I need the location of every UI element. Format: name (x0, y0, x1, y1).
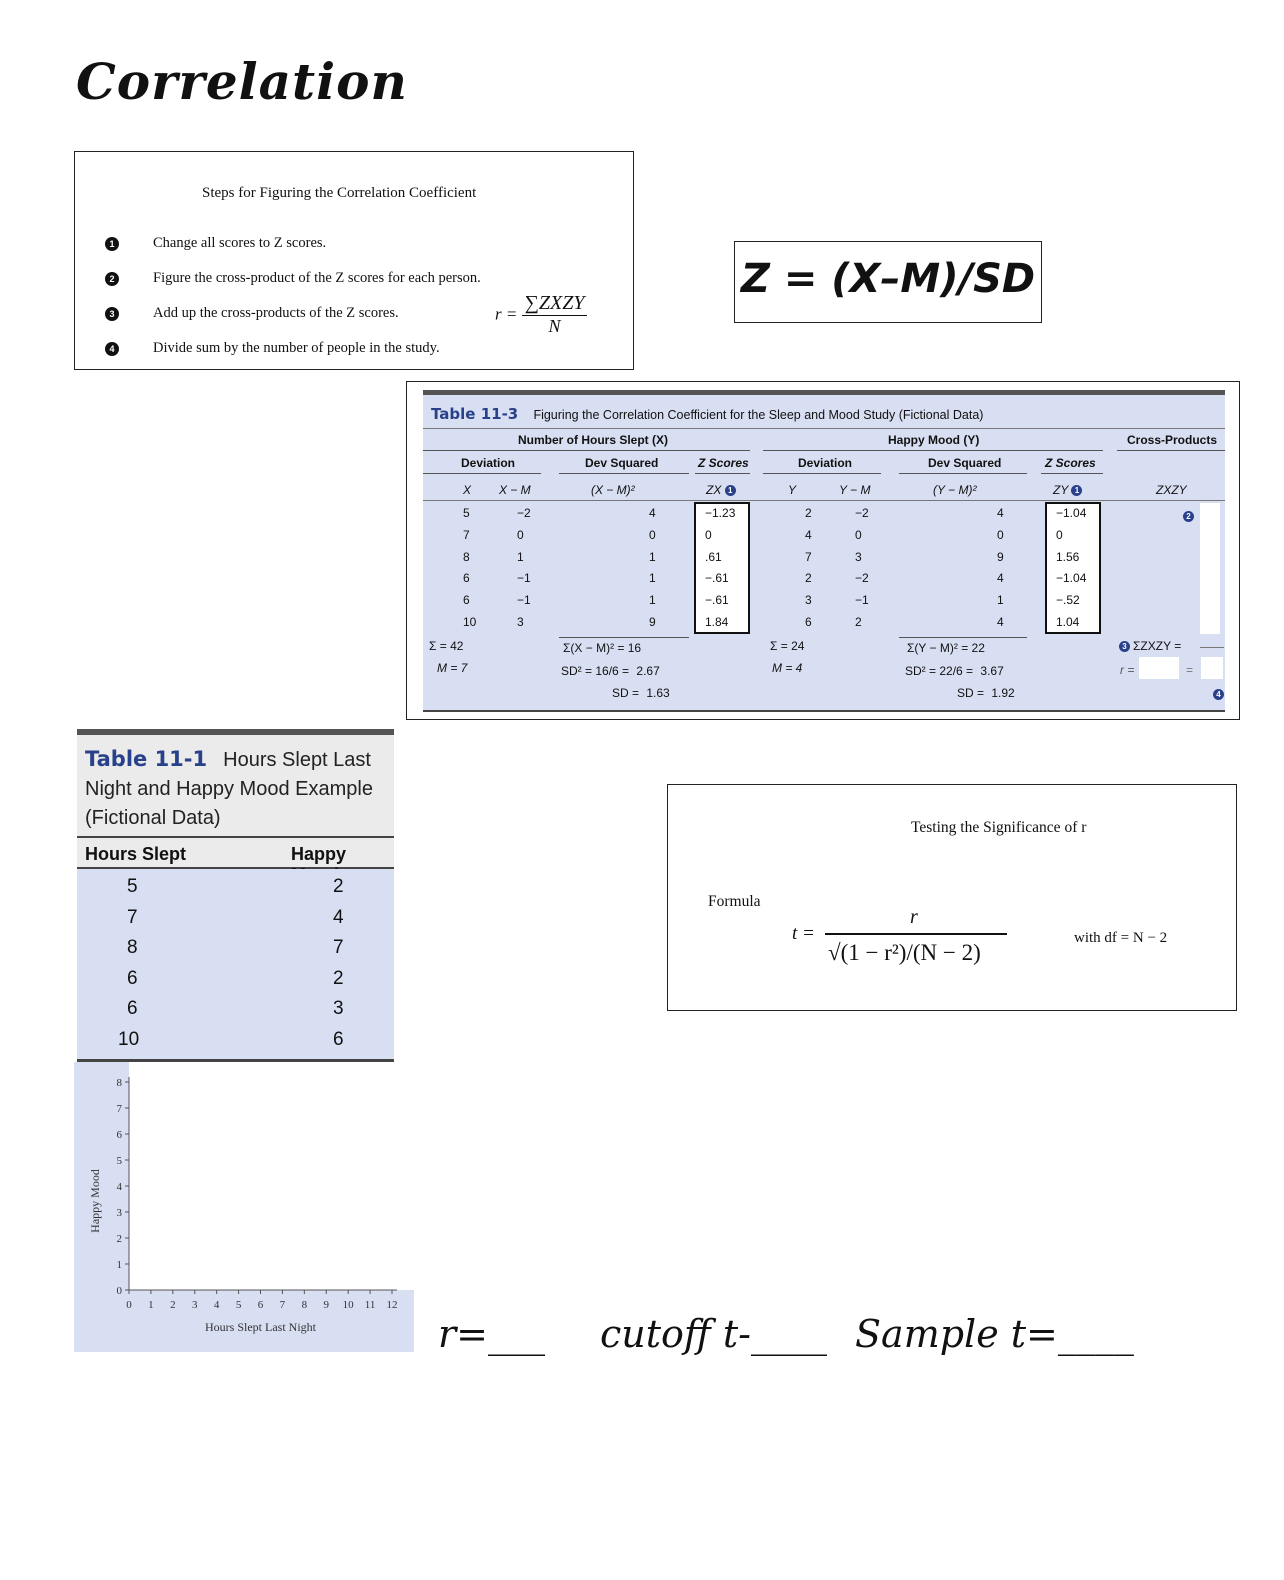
cell-y: 3 (805, 593, 812, 608)
mood-cell: 6 (333, 1029, 344, 1050)
x-tick-label: 11 (364, 1299, 376, 1311)
cell-x-minus-m-squared: 9 (649, 615, 656, 629)
x-tick-label: 9 (323, 1299, 329, 1311)
sd-y: SD = 1.92 (957, 686, 1015, 700)
cell-x-minus-m-squared: 4 (649, 506, 656, 520)
sum-y-dev-squared: Σ(Y − M)² = 22 (907, 641, 985, 655)
y-tick-label: 4 (116, 1181, 122, 1193)
cell-x-minus-m: 1 (517, 549, 524, 564)
step-number-3: 3 (105, 307, 119, 321)
cell-x-minus-m-squared: 0 (649, 527, 656, 542)
table-11-1-label: Table 11-1 (85, 747, 208, 771)
cell-x: 5 (463, 506, 470, 520)
x-deviation-header: Deviation (461, 456, 516, 470)
col-x-minus-m: X − M (499, 483, 531, 497)
step-number-2: 2 (105, 272, 119, 286)
cell-zy: −.52 (1056, 593, 1080, 608)
answer-r[interactable]: r=___ (438, 1312, 546, 1356)
fraction-bar (825, 933, 1007, 935)
col-y: Y (788, 483, 797, 497)
y-deviation-header: Deviation (798, 456, 853, 470)
x-zscores-header: Z Scores (698, 456, 749, 470)
steps-heading: Steps for Figuring the Correlation Coefficient (202, 185, 477, 201)
step-text-2: Figure the cross-product of the Z scores for each person. (153, 270, 481, 286)
variance-x: SD² = 16/6 = 2.67 (561, 664, 660, 678)
col-zxzy: ZXZY (1156, 483, 1187, 497)
group-header-cross-products: Cross-Products (1127, 433, 1218, 447)
answer-sample-t[interactable]: Sample t=____ (855, 1312, 1134, 1356)
cell-zx: −1.23 (705, 506, 736, 520)
x-tick-label: 6 (257, 1299, 264, 1311)
group-header-y: Happy Mood (Y) (888, 433, 980, 447)
t-denominator: √(1 − r²)/(N − 2) (828, 940, 981, 965)
step-text-1: Change all scores to Z scores. (153, 235, 327, 251)
table-11-3-caption: Figuring the Correlation Coefficient for the Sleep and Mood Study (Fictional Data) (533, 408, 984, 422)
y-tick-label: 8 (116, 1077, 122, 1089)
sd-x: SD = 1.63 (612, 686, 670, 700)
cell-zx: 1.84 (705, 615, 729, 629)
x-tick-label: 5 (235, 1299, 242, 1311)
step-text-3: Add up the cross-products of the Z scores. (153, 305, 399, 321)
mood-cell: 2 (333, 967, 344, 989)
cell-y-minus-m-squared: 4 (997, 571, 1004, 586)
x-tick-label: 2 (170, 1299, 176, 1311)
x-tick-label: 4 (213, 1299, 220, 1311)
scatter-plot (74, 1062, 414, 1352)
hours-cell: 6 (127, 998, 138, 1020)
y-dev-squared-header: Dev Squared (928, 456, 1002, 470)
step-number-4: 4 (105, 342, 119, 356)
cell-x-minus-m: −2 (517, 506, 531, 520)
table-11-3: Table 11-3 Figuring the Correlation Coefficient for the Sleep and Mood Study (Fictional Data) Number of Hours Slept (X) Happy Mood (Y) Cross-Products Deviation Dev Squared Z Scores Deviation Dev Squared Z Scores X X − M (X − M)² ZX 1 Y Y − M (Y − M)² ZY 1 ZXZY 2 5 7 8 6 6 10 −2 0 1 −1 −1 3 4 0 1 1 1 9 −1.23 0 .61 −.61 −.61 1.84 2 4 7 2 3 6 −2 0 3 −2 −1 2 4 0 9 4 1 4 −1.04 0 1.56 −1.04 −.52 1.04 Σ = 42 M = 7 Σ(X − M)² = 16 SD² = 16/6 = 2.67 SD = 1.63 Σ = 24 M = 4 Σ(Y − M)² = 22 SD² = 22/6 = 3.67 SD = 1.92 3 ΣZXZY = r = = 4 (406, 381, 1240, 720)
step-2-marker: 2 (1183, 511, 1194, 522)
col-y-minus-m: Y − M (839, 483, 871, 497)
cell-y: 2 (805, 506, 812, 520)
y-tick-label: 3 (116, 1207, 122, 1219)
mood-cell: 7 (333, 937, 344, 959)
sum-x: Σ = 42 (429, 639, 464, 653)
step-number-1: 1 (105, 237, 119, 251)
mood-cell: 3 (333, 998, 344, 1020)
table-11-1-rows (77, 869, 394, 1062)
hours-cell: 10 (118, 1029, 140, 1050)
answer-cutoff-t[interactable]: cutoff t-____ (600, 1312, 828, 1356)
y-tick-label: 0 (116, 1285, 122, 1297)
cell-x-minus-m-squared: 1 (649, 571, 656, 586)
cell-zy: −1.04 (1056, 571, 1087, 586)
cell-y-minus-m: 0 (855, 527, 862, 542)
page-title: Correlation (76, 52, 408, 111)
cell-y-minus-m: −1 (855, 593, 869, 608)
cell-x-minus-m-squared: 1 (649, 593, 656, 608)
sum-y: Σ = 24 (770, 639, 805, 653)
y-tick-label: 7 (116, 1103, 122, 1115)
cell-zx: 0 (705, 527, 712, 542)
cell-y: 7 (805, 549, 812, 564)
mood-cell: 2 (333, 876, 344, 897)
hours-cell: 8 (127, 937, 138, 959)
t-lhs: t = (792, 923, 815, 944)
step-text-4: Divide sum by the number of people in the study. (153, 340, 440, 356)
y-tick-label: 2 (116, 1233, 122, 1245)
formula-denominator: N (548, 316, 561, 336)
cell-y-minus-m-squared: 0 (997, 527, 1004, 542)
cell-x-minus-m: −1 (517, 571, 531, 586)
cell-zy: −1.04 (1056, 506, 1087, 520)
cell-zx: .61 (705, 549, 722, 564)
hours-cell: 5 (127, 876, 138, 897)
z-score-formula-box (734, 241, 1042, 323)
col-hours-slept: Hours Slept (85, 844, 187, 864)
t-numerator: r (910, 906, 918, 928)
table-11-3-label: Table 11-3 (431, 405, 519, 423)
sum-x-dev-squared: Σ(X − M)² = 16 (563, 641, 642, 655)
cell-x-minus-m-squared: 1 (649, 549, 656, 564)
significance-title: Testing the Significance of r (911, 819, 1087, 836)
y-axis-label: Happy Mood (88, 1169, 102, 1233)
x-tick-label: 12 (386, 1299, 398, 1311)
hours-cell: 6 (127, 967, 138, 989)
variance-y: SD² = 22/6 = 3.67 (905, 664, 1004, 678)
x-tick-label: 1 (148, 1299, 154, 1311)
formula-label: Formula (708, 893, 761, 910)
group-header-x: Number of Hours Slept (X) (518, 433, 669, 447)
r-numerator-blank (1139, 657, 1179, 679)
steps-box (74, 151, 634, 370)
r-value-blank (1201, 657, 1223, 679)
step-1-marker: 1 (725, 485, 736, 496)
x-tick-label: 3 (192, 1299, 198, 1311)
cell-x: 6 (463, 593, 470, 608)
cell-y-minus-m: 2 (855, 615, 862, 629)
mean-x: M = 7 (437, 661, 468, 675)
step-1-marker-y: 1 (1071, 485, 1082, 496)
y-tick-label: 1 (116, 1259, 122, 1271)
hours-cell: 7 (127, 906, 138, 928)
plot-area (129, 1062, 414, 1290)
sum-cross-products: 3 ΣZXZY = (1119, 639, 1181, 653)
cell-x: 7 (463, 527, 470, 542)
formula-numerator: ∑ZXZY (522, 292, 588, 316)
cell-y: 4 (805, 527, 812, 542)
cell-zy: 1.56 (1056, 549, 1080, 564)
cell-zx: −.61 (705, 571, 729, 586)
col-y-minus-m-squared: (Y − M)² (933, 483, 977, 497)
cell-x: 8 (463, 549, 470, 564)
table-11-1 (77, 729, 394, 1062)
cell-x-minus-m: 0 (517, 527, 524, 542)
step-4-marker: 4 (1213, 689, 1224, 700)
cell-y-minus-m-squared: 9 (997, 549, 1004, 564)
x-tick-label: 10 (342, 1299, 354, 1311)
cell-y-minus-m: −2 (855, 571, 869, 586)
cell-x: 10 (463, 615, 477, 629)
cell-zy: 0 (1056, 527, 1063, 542)
col-zy: ZY 1 (1053, 483, 1082, 497)
cell-zy: 1.04 (1056, 615, 1080, 629)
y-zscores-header: Z Scores (1045, 456, 1096, 470)
cell-x-minus-m: 3 (517, 615, 524, 629)
cell-y-minus-m-squared: 4 (997, 615, 1004, 629)
z-score-formula: Z = (X–M)/SD (740, 256, 1036, 302)
cell-y-minus-m: 3 (855, 549, 862, 564)
df-note: with df = N − 2 (1074, 930, 1168, 946)
cell-y: 2 (805, 571, 812, 586)
col-zx: ZX 1 (706, 483, 736, 497)
cell-y-minus-m-squared: 1 (997, 593, 1004, 608)
y-tick-label: 6 (116, 1129, 122, 1141)
x-tick-label: 0 (126, 1299, 132, 1311)
y-tick-label: 5 (116, 1155, 122, 1167)
significance-box (667, 784, 1237, 1011)
mean-y: M = 4 (772, 661, 803, 675)
mood-cell: 4 (333, 906, 344, 928)
x-tick-label: 7 (279, 1299, 286, 1311)
cell-zx: −.61 (705, 593, 729, 608)
correlation-formula (495, 292, 587, 337)
formula-lhs: r = (495, 304, 518, 324)
x-axis-label: Hours Slept Last Night (205, 1320, 316, 1334)
x-dev-squared-header: Dev Squared (585, 456, 659, 470)
cell-y: 6 (805, 615, 812, 629)
cross-products-blank (1200, 503, 1220, 634)
cell-y-minus-m: −2 (855, 506, 869, 520)
cell-y-minus-m-squared: 4 (997, 506, 1004, 520)
cell-x-minus-m: −1 (517, 593, 531, 608)
col-happy-mood: Happy (291, 844, 347, 864)
col-x-minus-m-squared: (X − M)² (591, 483, 635, 497)
cell-x: 6 (463, 571, 470, 586)
x-tick-label: 8 (301, 1299, 308, 1311)
r-label: r = (1120, 663, 1135, 677)
table-11-1-caption: Hours Slept Last Night and Happy Mood Example (Fictional Data) (85, 749, 373, 829)
col-x: X (463, 483, 472, 497)
